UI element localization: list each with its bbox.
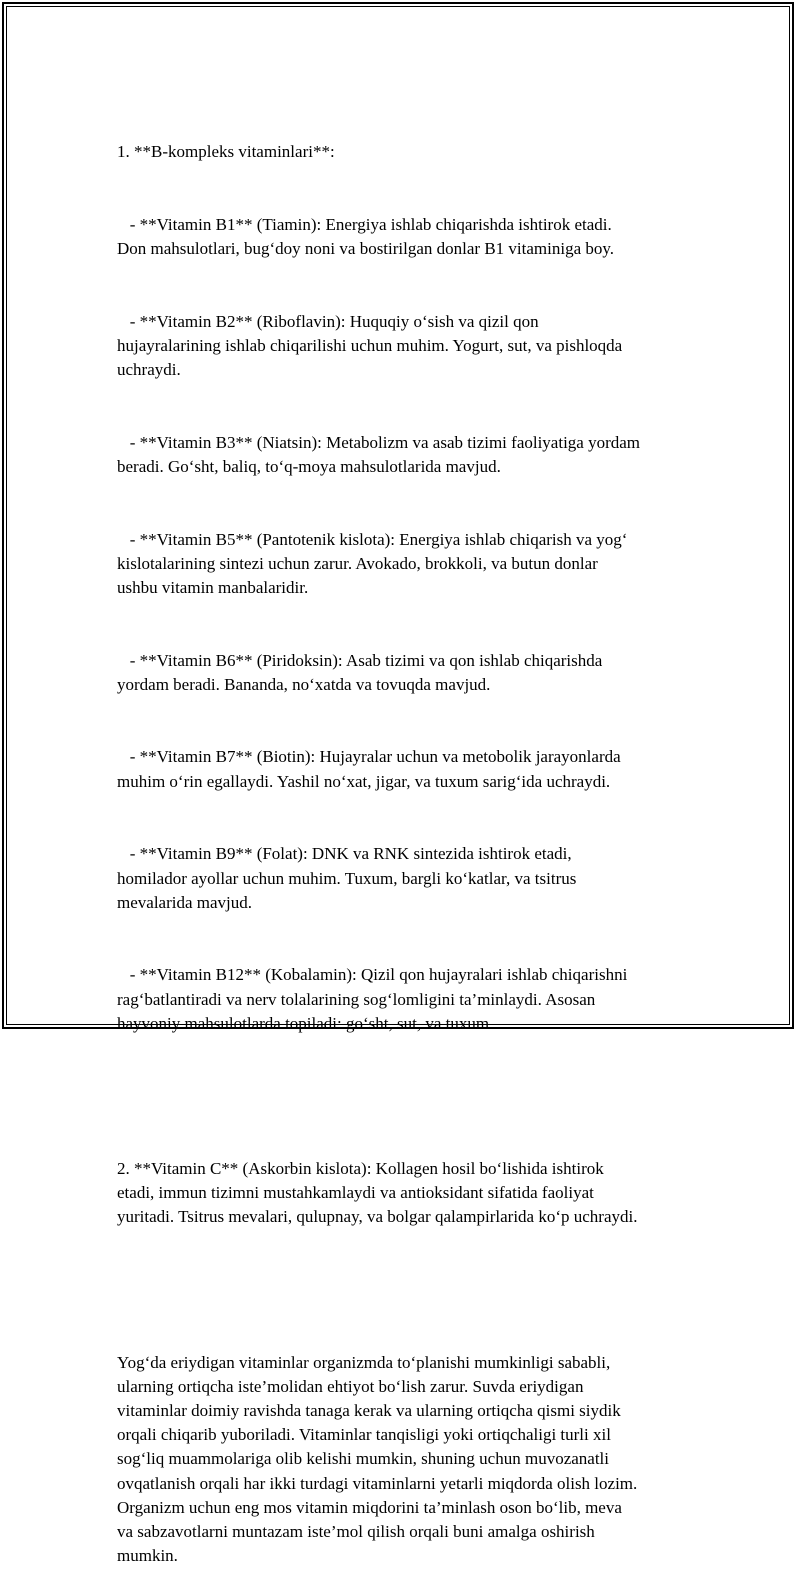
list-item-vitamin-b1: - **Vitamin B1** (Tiamin): Energiya ishlab chiqarishda ishtirok etadi. Don mahsulotlari, bug‘doy noni va bostirilgan donlar B1 vitaminiga boy. xyxy=(117,215,615,259)
section-vitamin-c: 2. **Vitamin C** (Askorbin kislota): Kollagen hosil bo‘lishida ishtirok etadi, immun tizimni mustahkamlaydi va antioksidant sifatida faoliyat yuritadi. Tsitrus mevalari, qulupnay, va bolgar qalampirlarida ko‘p uchraydi. xyxy=(117,1158,638,1227)
document-body xyxy=(117,92,717,1593)
list-item-vitamin-b3: - **Vitamin B3** (Niatsin): Metabolizm va asab tizimi faoliyatiga yordam beradi. Go‘sht, baliq, to‘q-moya mahsulotlarida mavjud. xyxy=(117,432,641,477)
list-item-vitamin-b2: - **Vitamin B2** (Riboflavin): Huquqiy o‘sish va qizil qon hujayralarining ishlab chiqarilishi uchun muhim. Yogurt, sut, va pishloqda uchraydi. xyxy=(117,311,623,380)
list-item-vitamin-b7: - **Vitamin B7** (Biotin): Hujayralar uchun va metobolik jarayonlarda muhim o‘rin egallaydi. Yashil no‘xat, jigar, va tuxum sarig‘ida uchraydi. xyxy=(117,747,621,791)
list-item-vitamin-b9: - **Vitamin B9** (Folat): DNK va RNK sintezida ishtirok etadi, homilador ayollar uchun muhim. Tuxum, bargli ko‘katlar, va tsitrus mevalarida mavjud. xyxy=(117,844,577,912)
list-item-vitamin-b6: - **Vitamin B6** (Piridoksin): Asab tizimi va qon ishlab chiqarishda yordam beradi. Bananda, no‘xatda va tovuqda mavjud. xyxy=(117,650,603,694)
closing-paragraph: Yog‘da eriydigan vitaminlar organizmda to‘planishi mumkinligi sababli, ularning ortiqcha iste’molidan ehtiyot bo‘lish zarur. Suvda eriydigan vitaminlar doimiy ravishda tanaga kerak va ularning ortiqcha qismi siydik orqali chiqarib yuboriladi. Vitaminlar tanqisligi yoki ortiqchaligi turli xil sog‘liq muammolariga olib kelishi mumkin, shuning uchun muvozanatli ovqatlanish orqali har ikki turdagi vitaminlarni yetarli miqdorda olish lozim. Organizm uchun eng mos vitamin miqdorini ta’minlash oson bo‘lib, meva va sabzavotlarni muntazam iste’mol qilish orqali buni amalga oshirish mumkin. xyxy=(117,1352,638,1566)
paragraph-spacer xyxy=(117,1278,717,1302)
paragraph-spacer xyxy=(117,1084,717,1108)
section-heading-b-complex: 1. **B-kompleks vitaminlari**: xyxy=(117,142,335,162)
list-item-vitamin-b12: - **Vitamin B12** (Kobalamin): Qizil qon hujayralari ishlab chiqarishni rag‘batlantiradi va nerv tolalarining sog‘lomligini ta’minlaydi. Asosan hayvoniy mahsulotlarda topiladi: go‘sht, sut, va tuxum. xyxy=(117,965,628,1033)
list-item-vitamin-b5: - **Vitamin B5** (Pantotenik kislota): Energiya ishlab chiqarish va yog‘ kislotalarining sintezi uchun zarur. Avokado, brokkoli, va butun donlar ushbu vitamin manbalaridir. xyxy=(117,529,628,598)
